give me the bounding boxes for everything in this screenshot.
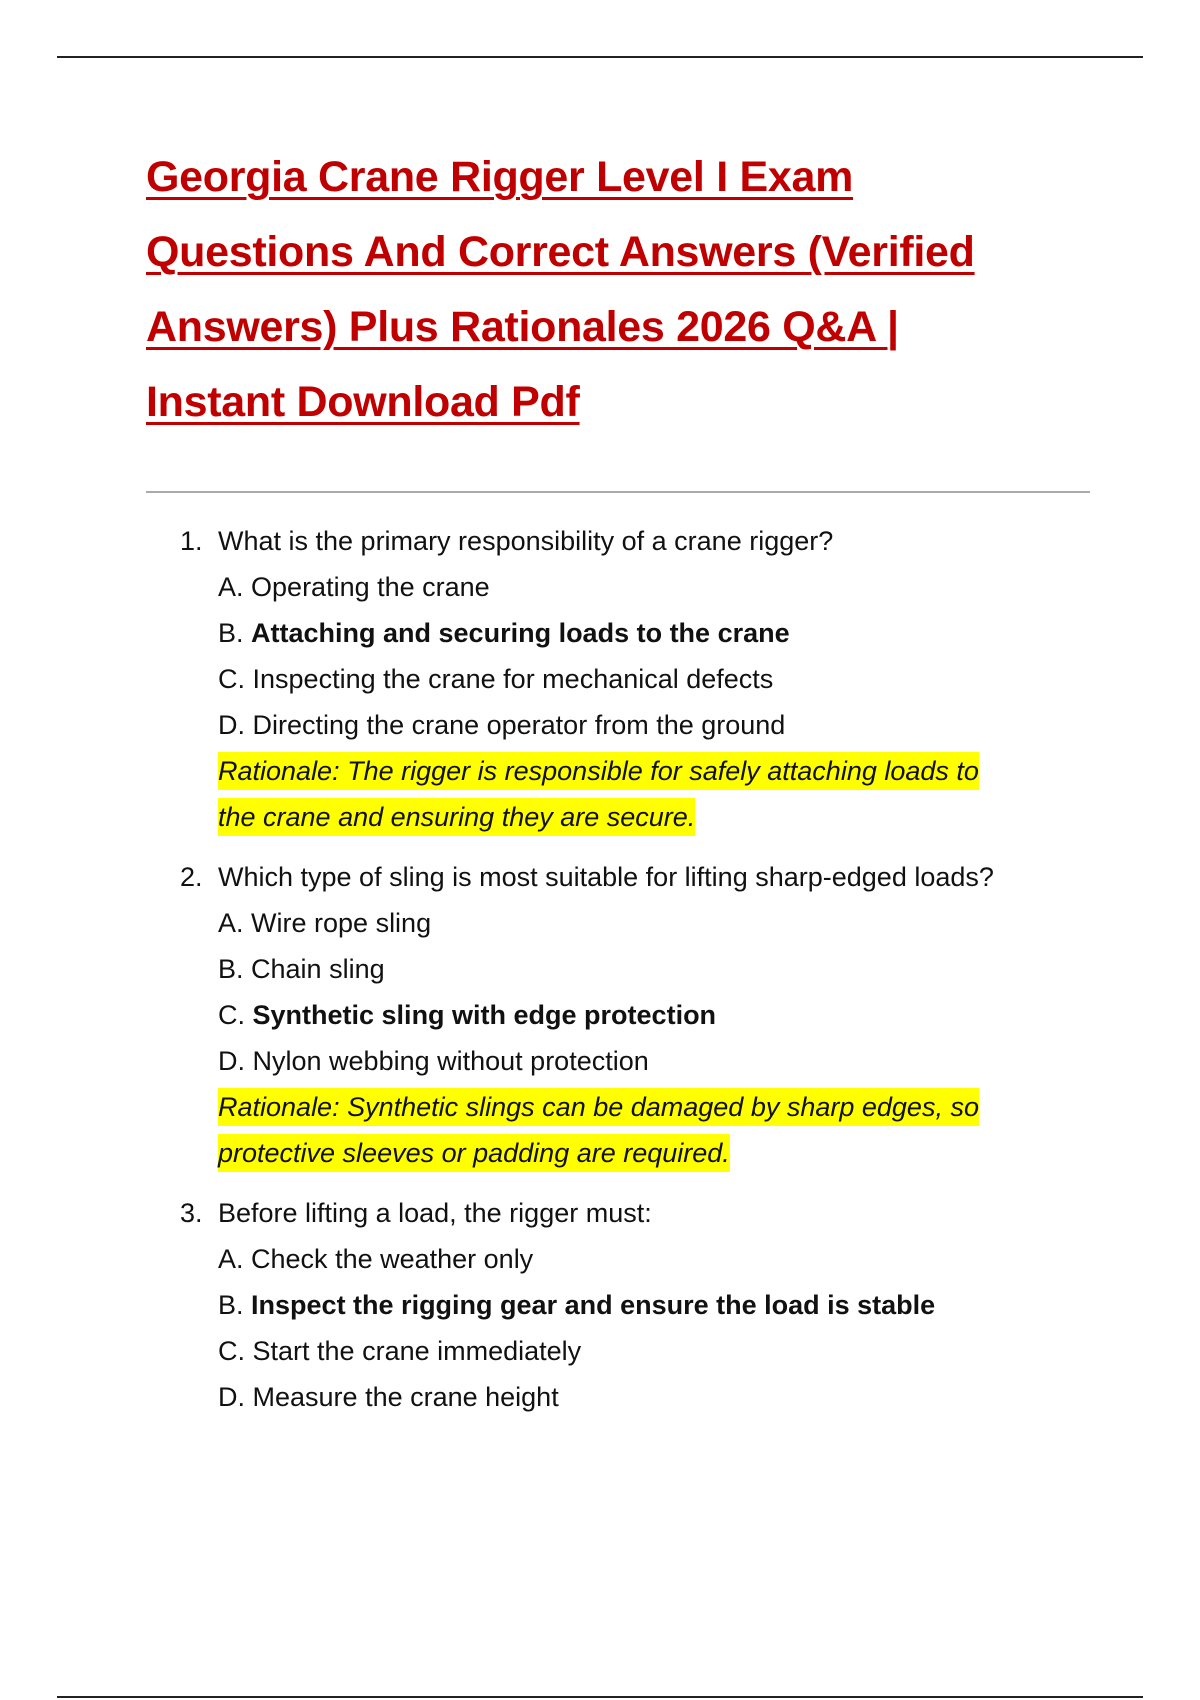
option-text: Nylon webbing without protection (252, 1046, 649, 1076)
question-text: Which type of sling is most suitable for lifting sharp-edged loads? (218, 862, 994, 892)
option-letter: D. (218, 1382, 245, 1412)
correct-answer-text: Synthetic sling with edge protection (252, 1000, 717, 1030)
option-c (218, 656, 1100, 702)
title-line-2: Questions And Correct Answers (Verified (146, 228, 975, 276)
correct-answer-text: Inspect the rigging gear and ensure the load is stable (251, 1290, 936, 1320)
option-letter: C. (218, 664, 245, 694)
option-letter: D. (218, 1046, 245, 1076)
rationale-line-2: protective sleeves or padding are required. (218, 1134, 730, 1172)
option-a (218, 1236, 1100, 1282)
option-a (218, 564, 1100, 610)
option-text: Inspecting the crane for mechanical defects (252, 664, 774, 694)
option-c (218, 1328, 1100, 1374)
rationale-line-1: Rationale: The rigger is responsible for safely attaching loads to (218, 752, 979, 790)
question-text: What is the primary responsibility of a crane rigger? (218, 526, 834, 556)
question-number: 2. (180, 862, 203, 892)
option-letter: B. (218, 618, 244, 648)
option-letter: A. (218, 572, 244, 602)
option-text: Measure the crane height (252, 1382, 559, 1412)
bottom-rule (57, 1696, 1143, 1698)
top-rule (57, 56, 1143, 58)
title-line-1: Georgia Crane Rigger Level I Exam (146, 153, 854, 201)
question-stem (180, 854, 1100, 900)
question-1 (180, 518, 1100, 840)
question-text: Before lifting a load, the rigger must: (218, 1198, 652, 1228)
option-text: Wire rope sling (251, 908, 432, 938)
option-letter: D. (218, 710, 245, 740)
option-letter: C. (218, 1336, 245, 1366)
option-letter: B. (218, 954, 244, 984)
option-text: Start the crane immediately (252, 1336, 582, 1366)
question-stem (180, 1190, 1100, 1236)
title-line-4: Instant Download Pdf (146, 378, 580, 426)
option-text: Check the weather only (251, 1244, 534, 1274)
option-text: Chain sling (251, 954, 385, 984)
document-title (146, 140, 1106, 440)
option-d (218, 702, 1100, 748)
option-text: Operating the crane (251, 572, 490, 602)
rationale-line-1: Rationale: Synthetic slings can be damaged by sharp edges, so (218, 1088, 979, 1126)
option-c (218, 992, 1100, 1038)
title-line-3: Answers) Plus Rationales 2026 Q&A | (146, 303, 899, 351)
rationale (218, 1084, 1078, 1176)
correct-answer-text: Attaching and securing loads to the crane (251, 618, 790, 648)
question-2 (180, 854, 1100, 1176)
question-number: 3. (180, 1198, 203, 1228)
option-b (218, 1282, 1100, 1328)
option-text: Directing the crane operator from the ground (252, 710, 786, 740)
question-3 (180, 1190, 1100, 1420)
option-b (218, 610, 1100, 656)
option-b (218, 946, 1100, 992)
option-letter: C. (218, 1000, 245, 1030)
question-number: 1. (180, 526, 203, 556)
option-letter: B. (218, 1290, 244, 1320)
option-letter: A. (218, 908, 244, 938)
rationale-line-2: the crane and ensuring they are secure. (218, 798, 695, 836)
question-list (180, 518, 1100, 1434)
option-d (218, 1374, 1100, 1420)
option-a (218, 900, 1100, 946)
option-d (218, 1038, 1100, 1084)
option-letter: A. (218, 1244, 244, 1274)
rationale (218, 748, 1078, 840)
section-divider (146, 491, 1090, 493)
question-stem (180, 518, 1100, 564)
